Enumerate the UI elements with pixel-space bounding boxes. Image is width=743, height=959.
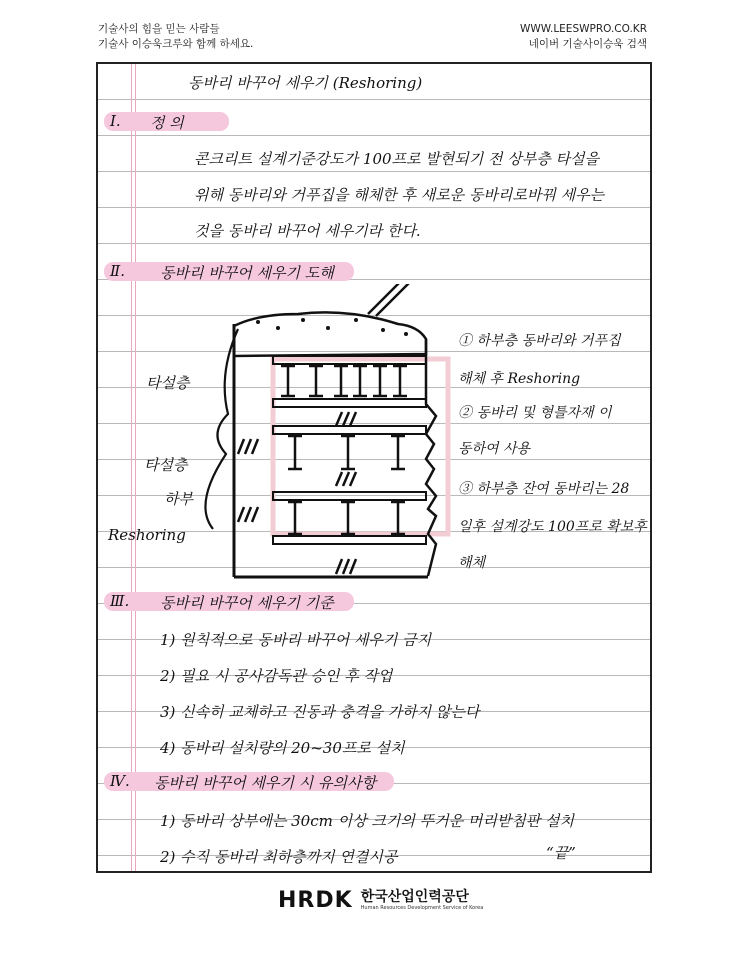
document-title: 동바리 바꾸어 세우기 (Reshoring) bbox=[188, 74, 423, 92]
definition-line-2: 위해 동바리와 거푸집을 해체한 후 새로운 동바리로바꿔 세우는 bbox=[194, 186, 605, 204]
definition-line-3: 것을 동바리 바꾸어 세우기라 한다. bbox=[194, 222, 421, 240]
criteria-item-3: 3) 신속히 교체하고 진동과 충격을 가하지 않는다 bbox=[160, 703, 480, 721]
criteria-item-4: 4) 동바리 설치량의 20~30프로 설치 bbox=[160, 739, 405, 757]
diagram-label-lower: 하부 bbox=[164, 490, 193, 508]
hrdk-logo: HRDK bbox=[278, 888, 353, 913]
slab-3 bbox=[273, 426, 426, 434]
header-slogan-line1: 기술사의 힘을 믿는 사람들 bbox=[98, 23, 220, 35]
fresh-concrete-mound bbox=[234, 312, 426, 356]
section-4-number: Ⅳ. bbox=[110, 772, 130, 790]
header-left bbox=[98, 22, 253, 52]
caution-item-1: 1) 동바리 상부에는 30cm 이상 크기의 뚜거운 머리받침판 설치 bbox=[160, 812, 575, 830]
section-3-number: Ⅲ. bbox=[110, 592, 130, 610]
criteria-item-2: 2) 필요 시 공사감독관 승인 후 작업 bbox=[160, 667, 393, 685]
legend-line-7: 해체 bbox=[458, 555, 486, 571]
shores-level-3 bbox=[288, 502, 405, 534]
header-search-hint: 네이버 기술사이승욱 검색 bbox=[528, 38, 647, 50]
section-1-number: Ⅰ. bbox=[110, 112, 121, 130]
section-1-title: 정 의 bbox=[150, 114, 184, 132]
section-2-number: Ⅱ. bbox=[110, 262, 125, 280]
legend-line-1: ① 하부층 동바리와 거푸집 bbox=[458, 333, 621, 349]
pump-pipe bbox=[368, 284, 403, 314]
org-name-block bbox=[361, 890, 484, 912]
criteria-item-1: 1) 원칙적으로 동바리 바꾸어 세우기 금지 bbox=[160, 631, 432, 649]
slab-4 bbox=[273, 492, 426, 500]
caution-item-2: 2) 수직 동바리 최하층까지 연결시공 bbox=[160, 848, 398, 866]
header-website: WWW.LEESWPRO.CO.KR bbox=[520, 23, 647, 35]
answer-sheet bbox=[96, 62, 652, 873]
hatch-1 bbox=[336, 412, 356, 426]
legend-line-4: 동하여 사용 bbox=[458, 441, 531, 457]
definition-line-1: 콘크리트 설계기준강도가 100프로 발현되기 전 상부층 타설을 bbox=[194, 150, 600, 168]
hatch-2 bbox=[238, 439, 356, 486]
end-mark: “끝” bbox=[546, 844, 576, 862]
hatch-3 bbox=[238, 507, 356, 574]
footer-logo bbox=[278, 888, 483, 913]
org-english-name: Human Resources Development Service of Korea bbox=[360, 904, 484, 911]
org-name: 한국산업인력공단 bbox=[360, 888, 469, 905]
legend-line-5: ③ 하부층 잔여 동바리는 28 bbox=[458, 481, 630, 497]
header-slogan-line2: 기술사 이승욱크루와 함께 하세요. bbox=[98, 38, 254, 50]
legend-line-3: ② 동바리 및 형틀자재 이 bbox=[458, 405, 612, 421]
diagram-label-reshoring: Reshoring bbox=[108, 526, 186, 544]
header-right bbox=[520, 22, 647, 52]
section-3-title: 동바리 바꾸어 세우기 기준 bbox=[160, 594, 334, 612]
shores-level-2 bbox=[288, 436, 405, 469]
diagram-label-pour-2: 타설층 bbox=[144, 456, 188, 474]
section-2-title: 동바리 바꾸어 세우기 도해 bbox=[160, 264, 334, 282]
slab-2 bbox=[273, 399, 426, 407]
diagram-right-edge bbox=[426, 339, 436, 576]
shores-level-1 bbox=[281, 366, 407, 396]
section-4-title: 동바리 바꾸어 세우기 시 유의사항 bbox=[154, 774, 376, 792]
legend-line-2: 해체 후 Reshoring bbox=[458, 371, 581, 387]
slab-5 bbox=[273, 536, 426, 544]
legend-line-6: 일후 설계강도 100프로 확보후 bbox=[458, 519, 647, 535]
diagram-label-pour-1: 타설층 bbox=[146, 374, 190, 392]
